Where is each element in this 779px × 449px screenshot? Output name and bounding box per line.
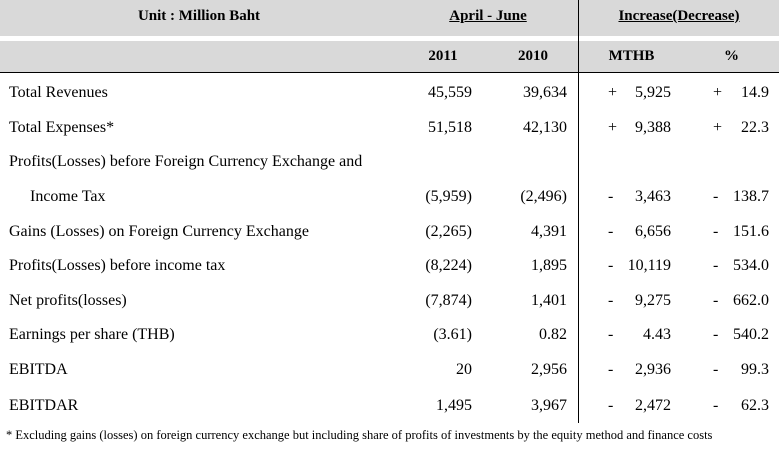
- value-2010: 39,634: [523, 84, 567, 101]
- table-row: [0, 360, 779, 384]
- row-label: Total Expenses*: [9, 119, 115, 136]
- change-pct: 22.3: [741, 119, 769, 136]
- table-row: [0, 291, 779, 315]
- change-pct: 540.2: [733, 326, 769, 343]
- value-2010: 42,130: [523, 119, 567, 136]
- change-pct: 138.7: [733, 188, 769, 205]
- col-header-2010: 2010: [518, 48, 548, 64]
- change-sign: -: [608, 361, 614, 378]
- row-label: EBITDA: [9, 361, 68, 378]
- value-2010: 4,391: [531, 223, 567, 240]
- pct-sign: -: [713, 223, 719, 240]
- change-mthb: 2,472: [635, 397, 671, 414]
- change-sign: -: [608, 326, 614, 343]
- row-label: Income Tax: [30, 188, 106, 205]
- table-row: [0, 187, 779, 211]
- row-label: Gains (Losses) on Foreign Currency Exchange: [9, 223, 309, 240]
- table-row: [0, 256, 779, 280]
- value-2011: (2,265): [425, 223, 472, 240]
- change-pct: 14.9: [741, 84, 769, 101]
- pct-sign: +: [713, 119, 723, 136]
- change-pct: 534.0: [733, 257, 769, 274]
- change-mthb: 3,463: [635, 188, 671, 205]
- row-label: EBITDAR: [9, 397, 79, 414]
- change-mthb: 2,936: [635, 361, 671, 378]
- pct-sign: +: [713, 84, 723, 101]
- value-2011: (7,874): [425, 292, 472, 309]
- change-pct: 151.6: [733, 223, 769, 240]
- change-mthb: 5,925: [635, 84, 671, 101]
- col-header-mthb: MTHB: [608, 48, 655, 64]
- row-label: Total Revenues: [9, 84, 108, 101]
- row-label: Profits(Losses) before Foreign Currency Exchange and: [9, 153, 363, 170]
- change-mthb: 6,656: [635, 223, 671, 240]
- col-header-2011: 2011: [428, 48, 458, 64]
- row-label: Earnings per share (THB): [9, 326, 175, 343]
- change-pct: 662.0: [733, 292, 769, 309]
- change-sign: -: [608, 397, 614, 414]
- value-2010: 3,967: [531, 397, 567, 414]
- table-row: [0, 222, 779, 246]
- value-2011: 20: [456, 361, 472, 378]
- pct-sign: -: [713, 188, 719, 205]
- col-header-pct: %: [724, 48, 739, 64]
- pct-sign: -: [713, 326, 719, 343]
- period-header: April - June: [449, 8, 527, 24]
- change-sign: +: [608, 119, 618, 136]
- value-2011: 45,559: [428, 84, 472, 101]
- table-row: [0, 83, 779, 107]
- row-label: Net profits(losses): [9, 292, 127, 309]
- value-2011: 51,518: [428, 119, 472, 136]
- change-mthb: 10,119: [627, 257, 671, 274]
- table-row: [0, 396, 779, 420]
- row-label: Profits(Losses) before income tax: [9, 257, 226, 274]
- header-bottom-rule: [0, 72, 779, 73]
- value-2010: 2,956: [531, 361, 567, 378]
- value-2011: 1,495: [436, 397, 472, 414]
- value-2011: (5,959): [425, 188, 472, 205]
- change-sign: -: [608, 257, 614, 274]
- change-mthb: 4.43: [643, 326, 671, 343]
- pct-sign: -: [713, 361, 719, 378]
- change-sign: -: [608, 292, 614, 309]
- change-sign: -: [608, 223, 614, 240]
- footnote: * Excluding gains (losses) on foreign currency exchange but including share of profits of investments by the equity method and finance costs: [6, 428, 713, 442]
- change-sign: +: [608, 84, 618, 101]
- header-stripe: [0, 36, 779, 41]
- change-pct: 99.3: [741, 361, 769, 378]
- table-row: [0, 325, 779, 349]
- change-mthb: 9,275: [635, 292, 671, 309]
- change-pct: 62.3: [741, 397, 769, 414]
- change-sign: -: [608, 188, 614, 205]
- value-2010: 1,401: [531, 292, 567, 309]
- pct-sign: -: [713, 292, 719, 309]
- table-row: [0, 118, 779, 142]
- pct-sign: -: [713, 257, 719, 274]
- value-2011: (3.61): [433, 326, 472, 343]
- value-2010: 1,895: [531, 257, 567, 274]
- change-header: Increase(Decrease): [618, 8, 740, 24]
- unit-label: Unit : Million Baht: [137, 8, 261, 24]
- value-2011: (8,224): [425, 257, 472, 274]
- value-2010: 0.82: [539, 326, 567, 343]
- value-2010: (2,496): [520, 188, 567, 205]
- pct-sign: -: [713, 397, 719, 414]
- table-row: [0, 152, 779, 176]
- change-mthb: 9,388: [635, 119, 671, 136]
